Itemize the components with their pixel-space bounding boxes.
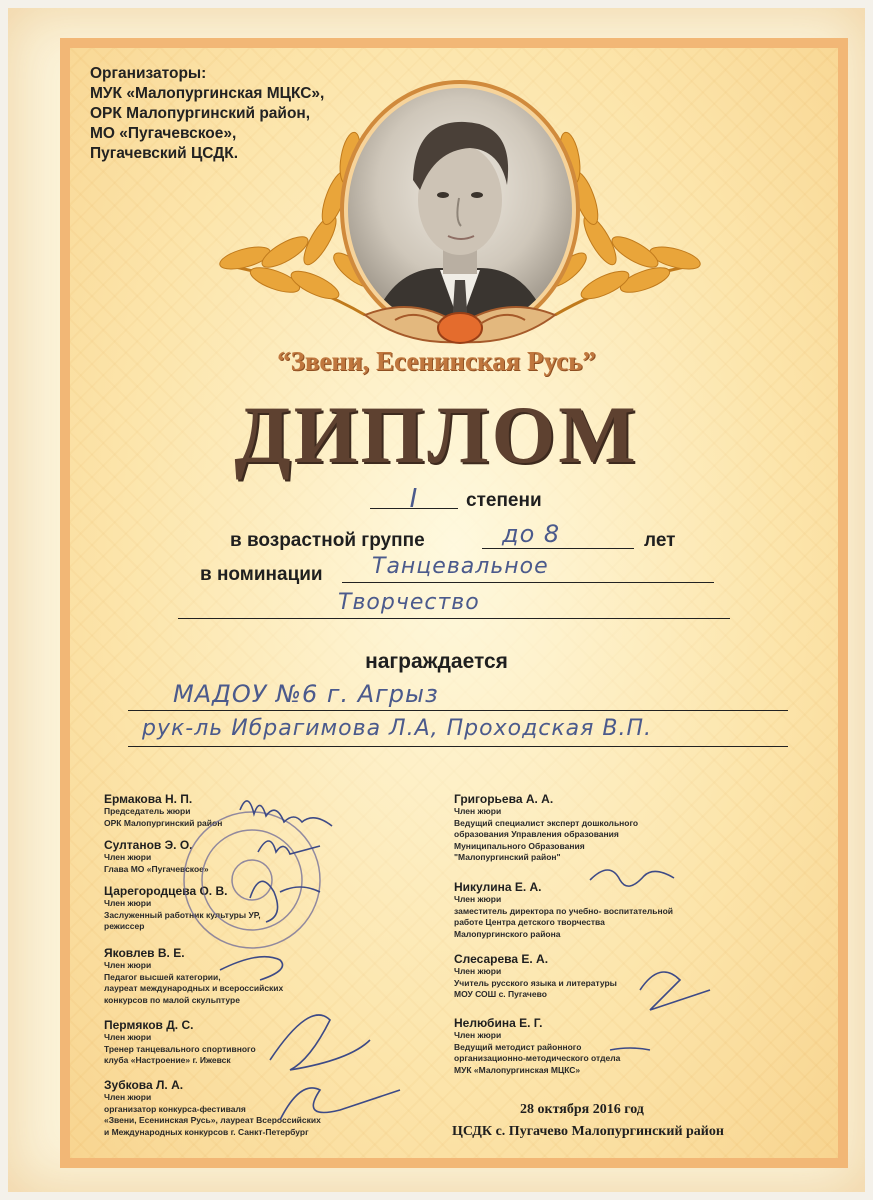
signature-4-icon [220, 957, 283, 980]
jury-role: Член жюри Педагог высшей категории, лауреат международных и всероссийских конкурсов по малой скульптуре [104, 960, 284, 1005]
recipient-value-1: МАДОУ №6 г. Агрыз [173, 680, 439, 708]
awarded-label: награждается [365, 650, 508, 673]
recipient-field-1 [128, 680, 788, 711]
age-group-label: в возрастной группе [230, 530, 425, 551]
signature-1-icon [240, 801, 332, 826]
degree-label: степени [466, 490, 542, 511]
jury-name: Яковлев В. Е. [104, 946, 185, 960]
portrait-with-laurels [215, 80, 705, 360]
signature-7-icon [590, 870, 674, 886]
jury-name: Нелюбина Е. Г. [454, 1016, 543, 1030]
ornament-bottom-icon [365, 307, 555, 343]
jury-role: Член жюри Тренер танцевального спортивного клуба «Настроение» г. Ижевск [104, 1032, 256, 1065]
jury-role: Член жюри Ведущий методист районного организационно-методического отдела МУК «Малопургинская МЦКС» [454, 1030, 621, 1075]
jury-name: Царегородцева О. В. [104, 884, 228, 898]
jury-role: Член жюри Ведущий специалист эксперт дошкольного образования Управления образования Муниципального Образования "Малопургинский район" [454, 806, 639, 862]
signature-2-icon [258, 841, 320, 854]
nomination-value-1: Танцевальное [372, 554, 549, 579]
age-group-field [482, 522, 634, 549]
jury-name: Никулина Е. А. [454, 880, 542, 894]
award-venue: ЦСДК с. Пугачево Малопургинский район [452, 1124, 724, 1139]
signatures-overlay [180, 780, 740, 1140]
jury-role: Член жюри Глава МО «Пугачевское» [104, 852, 209, 874]
age-group-suffix: лет [644, 530, 676, 551]
round-stamp-icon [184, 812, 320, 948]
festival-title: “Звени, Есенинская Русь” [277, 346, 596, 376]
signature-9-icon [610, 1048, 650, 1050]
signature-6-icon [280, 1088, 400, 1120]
jury-role: Председатель жюри ОРК Малопургинский район [104, 806, 223, 828]
signature-5-icon [270, 1015, 370, 1070]
jury-role: Член жюри организатор конкурса-фестиваля «Звени, Есенинская Русь», лауреат Всероссийских и Международных конкурсов г. Санкт-Петербург [104, 1092, 321, 1137]
recipient-value-2: рук-ль Ибрагимова Л.А, Проходская В.П. [142, 716, 653, 741]
award-date: 28 октября 2016 год [520, 1102, 644, 1117]
jury-role: Член жюри заместитель директора по учебно- воспитательной работе Центра детского творчества Малопургинского района [454, 894, 674, 939]
jury-name: Ермакова Н. П. [104, 792, 193, 806]
jury-name: Зубкова Л. А. [104, 1078, 184, 1092]
recipient-field-2 [128, 716, 788, 747]
jury-role: Член жюри Заслуженный работник культуры УР, режиссер [104, 898, 261, 931]
organizers-block: Организаторы: МУК «Малопургинская МЦКС», ОРК Малопургинский район, МО «Пугачевское», Пугачевский ЦСДК. [90, 65, 325, 162]
signature-8-icon [640, 972, 710, 1010]
age-group-value: до 8 [502, 520, 561, 548]
nomination-label: в номинации [200, 564, 323, 585]
diploma-title: ДИПЛОМ [234, 389, 639, 480]
nomination-value-2: Творчество [338, 590, 480, 615]
jury-role: Член жюри Учитель русского языка и литературы МОУ СОШ с. Пугачево [454, 966, 617, 999]
degree-value: I [409, 484, 419, 514]
jury-name: Султанов Э. О. [104, 838, 193, 852]
portrait-photo [335, 80, 585, 350]
nomination-field-1 [342, 556, 714, 583]
jury-name: Григорьева А. А. [454, 792, 554, 806]
degree-field [370, 484, 458, 514]
nomination-field-2 [178, 592, 730, 619]
jury-name: Пермяков Д. С. [104, 1018, 194, 1032]
jury-name: Слесарева Е. А. [454, 952, 549, 966]
